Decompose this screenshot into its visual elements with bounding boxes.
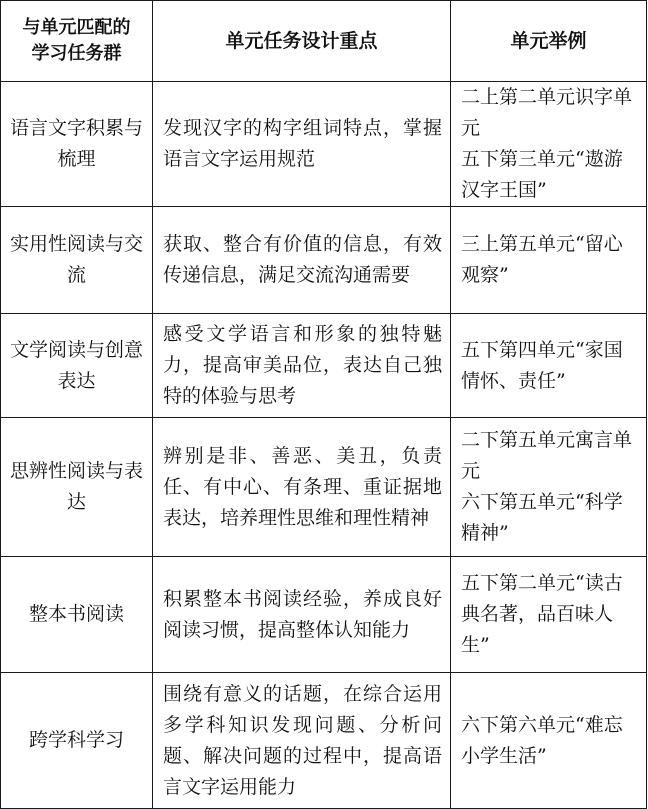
unit-example-item: 二上第二单元识字单元 xyxy=(461,86,633,139)
unit-example-item: 六下第六单元“难忘小学生活” xyxy=(461,713,623,767)
unit-example-cell xyxy=(451,673,647,809)
table-row xyxy=(1,82,647,207)
table-row xyxy=(1,673,647,809)
header-task-group-line-2: 学习任务群 xyxy=(31,43,122,64)
unit-example-cell xyxy=(451,207,647,314)
unit-example-cell xyxy=(451,82,647,207)
unit-example-cell xyxy=(451,557,647,673)
header-unit-example: 单元举例 xyxy=(451,1,647,82)
design-focus-cell: 辨别是非、善恶、美丑，负责任、有中心、有条理、重证据地表达，培养理性思维和理性精神 xyxy=(153,418,451,557)
task-group-cell: 实用性阅读与交流 xyxy=(1,207,153,314)
unit-example-item: 二下第五单元寓言单元 xyxy=(461,429,633,482)
header-task-group-line-1: 与单元匹配的 xyxy=(22,17,131,38)
task-group-cell: 跨学科学习 xyxy=(1,673,153,809)
table-row xyxy=(1,314,647,418)
unit-example-item: 五下第四单元“家国情怀、责任” xyxy=(461,338,623,392)
unit-example-cell xyxy=(451,418,647,557)
task-group-cell: 语言文字积累与梳理 xyxy=(1,82,153,207)
design-focus-cell: 围绕有意义的话题，在综合运用多学科知识发现问题、分析问题、解决问题的过程中，提高语言文字运用能力 xyxy=(153,673,451,809)
design-focus-cell: 发现汉字的构字组词特点，掌握语言文字运用规范 xyxy=(153,82,451,207)
design-focus-cell: 积累整本书阅读经验，养成良好阅读习惯，提高整体认知能力 xyxy=(153,557,451,673)
task-group-cell: 文学阅读与创意表达 xyxy=(1,314,153,418)
unit-example-item: 三上第五单元“留心观察” xyxy=(461,233,623,286)
unit-example-item: 五下第三单元“遨游汉字王国” xyxy=(461,148,623,201)
table-row xyxy=(1,207,647,314)
unit-example-item: 五下第二单元“读古典名著，品百味人生” xyxy=(461,572,623,656)
design-focus-cell: 获取、整合有价值的信息，有效传递信息，满足交流沟通需要 xyxy=(153,207,451,314)
header-task-group xyxy=(1,1,153,82)
header-row xyxy=(1,1,647,82)
task-group-cell: 思辨性阅读与表达 xyxy=(1,418,153,557)
unit-example-cell xyxy=(451,314,647,418)
unit-example-item: 六下第五单元“科学精神” xyxy=(461,491,623,544)
table-row xyxy=(1,557,647,673)
table-row xyxy=(1,418,647,557)
task-group-cell: 整本书阅读 xyxy=(1,557,153,673)
header-design-focus: 单元任务设计重点 xyxy=(153,1,451,82)
design-focus-cell: 感受文学语言和形象的独特魅力，提高审美品位，表达自己独特的体验与思考 xyxy=(153,314,451,418)
